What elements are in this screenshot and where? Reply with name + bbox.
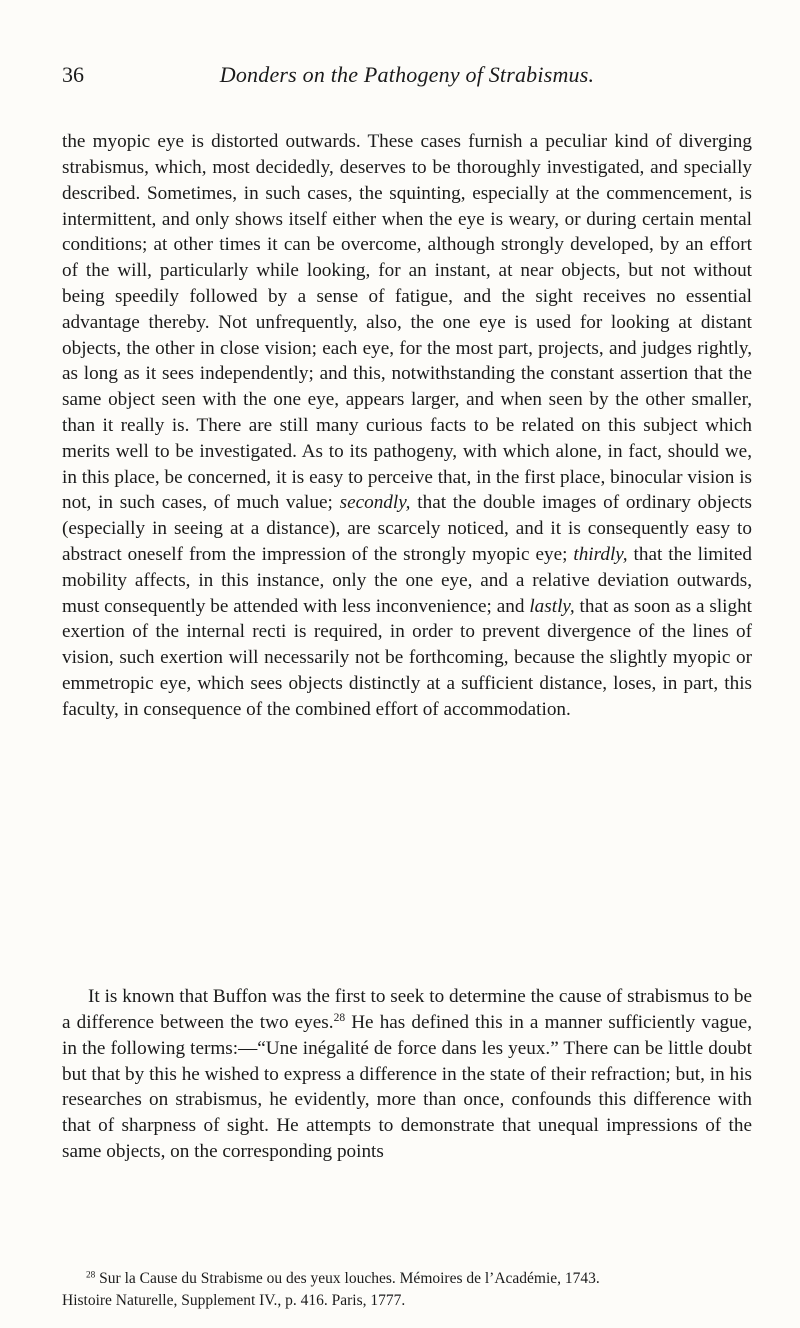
running-title: Donders on the Pathogeny of Strabismus.	[219, 62, 595, 87]
emphasis-lastly: lastly,	[529, 595, 575, 617]
footnote-citation-1: Sur la Cause du Strabisme ou des yeux louches. Mémoires de l’Académie, 1743.	[99, 1270, 600, 1287]
footnote-line-2: Histoire Naturelle, Supplement IV., p. 416. Paris, 1777.	[62, 1292, 406, 1309]
paragraph-1-text-c: that the limited mobility affects, in this instance, only the one eye, and a relative deviation outwards, must consequently be attended with less inconvenience; and	[62, 543, 753, 617]
paragraph-1-text-a: the myopic eye is distorted outwards. These cases furnish a peculiar kind of diverging strabismus, which, most decidedly, deserves to be thoroughly investigated, and specially described. Sometimes, in such cases, the squinting, especially at the commencement, is intermittent, and only shows itself either when the eye is weary, or during certain mental conditions; at other times it can be overcome, although strongly developed, by an effort of the will, particularly while looking, for an instant, at near objects, but not without being speedily followed by a sense of fatigue, and the sight receives no essential advantage thereby. Not unfrequently, also, the one eye is used for looking at distant objects, the other in close vision; each eye, for the most part, projects, and judges rightly, as long as it sees independently; and this, notwithstanding the constant assertion that the same object seen with the one eye, appears larger, and when seen by the other smaller, than it really is. There are still many curious facts to be related on this subject which merits well to be investigated. As to its pathogeny, with which alone, in fact, should we, in this place, be concerned, it is easy to perceive that, in the first place, binocular vision is not, in such cases, of much value;	[62, 131, 752, 514]
page-number: 36	[62, 62, 84, 87]
paragraph-2	[62, 984, 752, 1165]
paragraph-1	[62, 129, 752, 722]
footnote-line-1	[62, 1268, 752, 1290]
footnote-marker: 28	[86, 1270, 96, 1281]
paragraph-1-text-d: that as soon as a slight exertion of the internal recti is required, in order to prevent divergence of the lines of vision, such exertion will necessarily not be forthcoming, because the slightly myopic or emmetropic eye, which sees objects distinctly at a sufficient distance, loses, in part, this faculty, in consequence of the combined effort of accommodation.	[62, 595, 753, 720]
paragraph-2-text-b: He has defined this in a manner sufficiently vague, in the following terms:—“Une inégalité de force dans les yeux.” There can be little doubt but that by this he wished to express a difference in the state of their refraction; but, in his researches on strabismus, he evidently, more than once, confounds this difference with that of sharpness of sight. He attempts to demonstrate that unequal impressions of the same objects, on the corresponding points	[62, 1011, 752, 1162]
paragraph-1-text-b: that the double images of ordinary objects (especially in seeing at a distance), are scarcely noticed, and it is consequently easy to abstract oneself from the impression of the strongly myopic eye;	[62, 492, 753, 565]
running-head	[62, 62, 752, 92]
emphasis-thirdly: thirdly,	[573, 543, 628, 565]
emphasis-secondly: secondly,	[339, 492, 411, 514]
footnote-reference[interactable]: 28	[333, 1012, 346, 1025]
paragraph-2-text-a: It is known that Buffon was the first to seek to determine the cause of strabismus to be a difference between the two eyes.	[62, 986, 752, 1033]
footnote	[62, 1268, 752, 1312]
